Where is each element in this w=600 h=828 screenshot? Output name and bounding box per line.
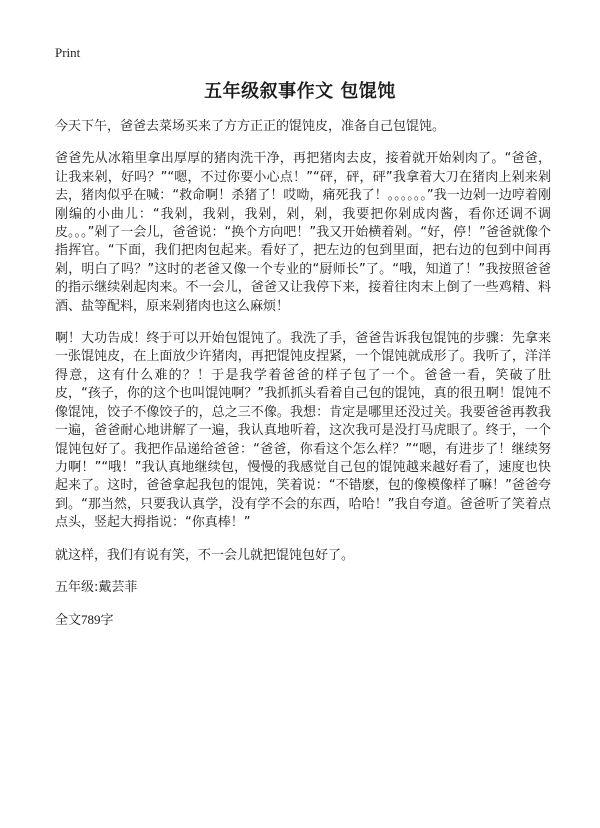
article-paragraph: 就这样，我们有说有笑，不一会儿就把馄饨包好了。 [55, 547, 355, 563]
article-paragraph: 啊！大功告成！终于可以开始包馄饨了。我洗了手，爸爸告诉我包馄饨的步骤：先拿来一张馄饨皮，在上面放少许猪肉，再把馄饨皮捏紧，一个馄饨就成形了。我听了，洋洋得意，这有什么难的？！于是我学着爸爸的样子包了一个。爸爸一看，笑破了肚皮，“孩子，你的这个也叫馄饨啊？”我抓抓头看着自己包的馄饨，真的很丑啊！馄饨不像馄饨，饺子不像饺子的，总之三不像。我想：肯定是哪里还没过关。我要爸爸再教我一遍，爸爸耐心地讲解了一遍，我认真地听着，这次我可是没打马虎眼了。终于，一个馄饨包好了。我把作品递给爸爸：“爸爸，你看这个怎么样？”“嗯，有进步了！继续努力啊！”“哦！”我认真地继续包，慢慢的我感觉自己包的馄饨越来越好看了，速度也快起来了。这时，爸爸拿起我包的馄饨，笑着说：“不错麽，包的像模像样了嘛！”爸爸夸到。“那当然，只要我认真学，没有学不会的东西，哈哈！”我自夸道。爸爸听了笑着点点头，竖起大拇指说：“你真棒！” [55, 331, 551, 531]
print-link[interactable]: Print [55, 45, 81, 60]
word-count-prefix: 全文 [55, 613, 82, 629]
word-count-suffix: 字 [100, 613, 114, 629]
author-line: 五年级:戴芸菲 [55, 579, 138, 595]
article-title: 五年级叙事作文 包馄饨 [204, 81, 396, 102]
article-paragraph: 今天下午，爸爸去菜场买来了方方正正的馄饨皮，准备自己包馄饨。 [55, 119, 446, 134]
article-body [55, 118, 551, 645]
article-paragraph: 爸爸先从冰箱里拿出厚厚的猪肉洗干净，再把猪肉去皮，接着就开始剁肉了。“爸爸，让我来剁，好吗？”“嗯，不过你要小心点！”“砰，砰，砰”我拿着大刀在猪肉上剁来剁去，猪肉似乎在喊：“救命啊！杀猪了！哎呦，痛死我了！。。。。。。”我一边剁一边哼着刚刚编的小曲儿：“我剁，我剁，我剁，剁，剁，我要把你剁成肉酱，看你还调不调皮。。。”剁了一会儿，爸爸说：“换个方向吧！”我又开始横着剁。“好，停！”爸爸就像个指挥官。“下面，我们把肉包起来。看好了，把左边的包到里面，把右边的包到中间再剁，明白了吗？”这时的老爸又像一个专业的“厨师长”了。“哦，知道了！”我按照爸爸的指示继续剁起肉来。不一会儿，爸爸又让我停下来，接着往肉末上倒了一些鸡精、料酒、盐等配料，原来剁猪肉也这么麻烦！ [55, 151, 551, 314]
word-count [55, 611, 551, 630]
word-count-number: 789 [81, 612, 101, 628]
